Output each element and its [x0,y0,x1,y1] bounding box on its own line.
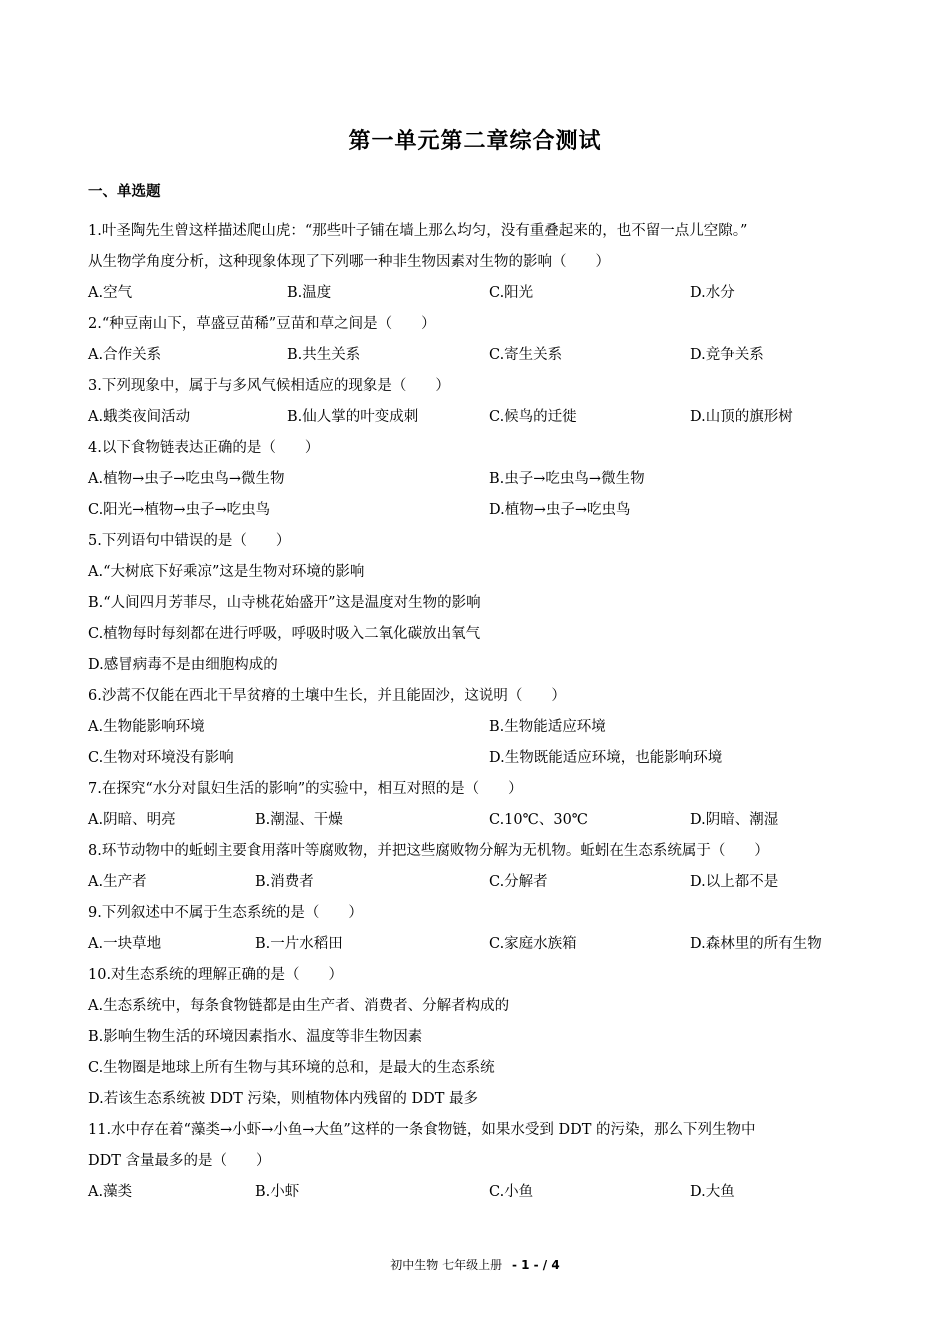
question-stem: 11.水中存在着“藻类→小虾→小鱼→大鱼”这样的一条食物链，如果水受到 DDT 的污染，那么下列生物中 [88,1122,756,1138]
option-d: D.山顶的旗形树 [690,409,793,425]
option-b: B.“人间四月芳菲尽，山寺桃花始盛开”这是温度对生物的影响 [88,595,481,611]
option-c: C.小鱼 [489,1184,534,1200]
option-d: D.大鱼 [690,1184,735,1200]
option-b: B.生物能适应环境 [489,719,606,735]
question-stem: 1.叶圣陶先生曾这样描述爬山虎：“那些叶子铺在墙上那么均匀，没有重叠起来的，也不留一点儿空隙。” [88,223,748,239]
option-row [88,805,868,836]
option-row [88,1177,868,1208]
option-b: B.仙人掌的叶变成刺 [287,409,419,425]
option-c: C.阳光→植物→虫子→吃虫鸟 [88,502,271,518]
option-c: C.生物圈是地球上所有生物与其环境的总和，是最大的生态系统 [88,1060,495,1076]
option-a: A.蛾类夜间活动 [88,409,191,425]
question-stem: 3.下列现象中，属于与多风气候相适应的现象是（ ） [88,378,450,394]
option-c: C.阳光 [489,285,534,301]
option-a: A.植物→虫子→吃虫鸟→微生物 [88,471,285,487]
option-d: D.生物既能适应环境，也能影响环境 [489,750,723,766]
option-row [88,929,868,960]
option-c: C.生物对环境没有影响 [88,750,234,766]
option-d: D.感冒病毒不是由细胞构成的 [88,657,278,673]
question-stem: 2.“种豆南山下，草盛豆苗稀”豆苗和草之间是（ ） [88,316,436,332]
option-d: D.水分 [690,285,735,301]
question-stem: 10.对生态系统的理解正确的是（ ） [88,967,344,983]
question-list [88,216,868,1208]
option-b: B.温度 [287,285,332,301]
option-a: A.生物能影响环境 [88,719,205,735]
option-c: C.植物每时每刻都在进行呼吸，呼吸时吸入二氧化碳放出氧气 [88,626,481,642]
page-title: 第一单元第二章综合测试 [348,129,602,154]
option-a: A.阴暗、明亮 [88,812,176,828]
option-row [88,743,868,774]
page-footer [0,1256,950,1273]
option-d: D.森林里的所有生物 [690,936,822,952]
option-b: B.虫子→吃虫鸟→微生物 [489,471,645,487]
footer-course: 初中生物 七年级上册 [390,1258,503,1272]
footer-page-number: - 1 - / 4 [511,1258,560,1272]
option-b: B.潮湿、干燥 [255,812,343,828]
question-stem: DDT 含量最多的是（ ） [88,1153,271,1169]
option-row [88,712,868,743]
option-a: A.一块草地 [88,936,162,952]
option-a: A.生态系统中，每条食物链都是由生产者、消费者、分解者构成的 [88,998,510,1014]
option-d: D.植物→虫子→吃虫鸟 [489,502,631,518]
option-row [88,340,868,371]
option-row [88,402,868,433]
option-a: A.合作关系 [88,347,162,363]
option-b: B.消费者 [255,874,314,890]
option-c: C.分解者 [489,874,548,890]
option-c: C.家庭水族箱 [489,936,577,952]
option-row [88,278,868,309]
option-a: A.空气 [88,285,133,301]
option-d: D.若该生态系统被 DDT 污染，则植物体内残留的 DDT 最多 [88,1091,478,1107]
option-a: A.生产者 [88,874,147,890]
option-d: D.以上都不是 [690,874,779,890]
question-stem: 从生物学角度分析，这种现象体现了下列哪一种非生物因素对生物的影响（ ） [88,254,610,270]
question-stem: 6.沙蒿不仅能在西北干旱贫瘠的土壤中生长，并且能固沙，这说明（ ） [88,688,566,704]
option-c: C.10℃、30℃ [489,812,589,828]
option-row [88,867,868,898]
option-b: B.一片水稻田 [255,936,343,952]
question-stem: 7.在探究“水分对鼠妇生活的影响”的实验中，相互对照的是（ ） [88,781,523,797]
option-b: B.小虾 [255,1184,300,1200]
option-c: C.候鸟的迁徙 [489,409,577,425]
option-b: B.影响生物生活的环境因素指水、温度等非生物因素 [88,1029,423,1045]
option-b: B.共生关系 [287,347,361,363]
section-heading: 一、单选题 [88,184,161,200]
question-stem: 8.环节动物中的蚯蚓主要食用落叶等腐败物，并把这些腐败物分解为无机物。蚯蚓在生态系统属于（ ） [88,843,769,859]
option-row [88,495,868,526]
option-c: C.寄生关系 [489,347,563,363]
option-a: A.“大树底下好乘凉”这是生物对环境的影响 [88,564,365,580]
option-d: D.阴暗、潮湿 [690,812,779,828]
option-a: A.藻类 [88,1184,133,1200]
option-d: D.竞争关系 [690,347,764,363]
question-stem: 4.以下食物链表达正确的是（ ） [88,440,320,456]
question-stem: 9.下列叙述中不属于生态系统的是（ ） [88,905,363,921]
question-stem: 5.下列语句中错误的是（ ） [88,533,291,549]
option-row [88,464,868,495]
